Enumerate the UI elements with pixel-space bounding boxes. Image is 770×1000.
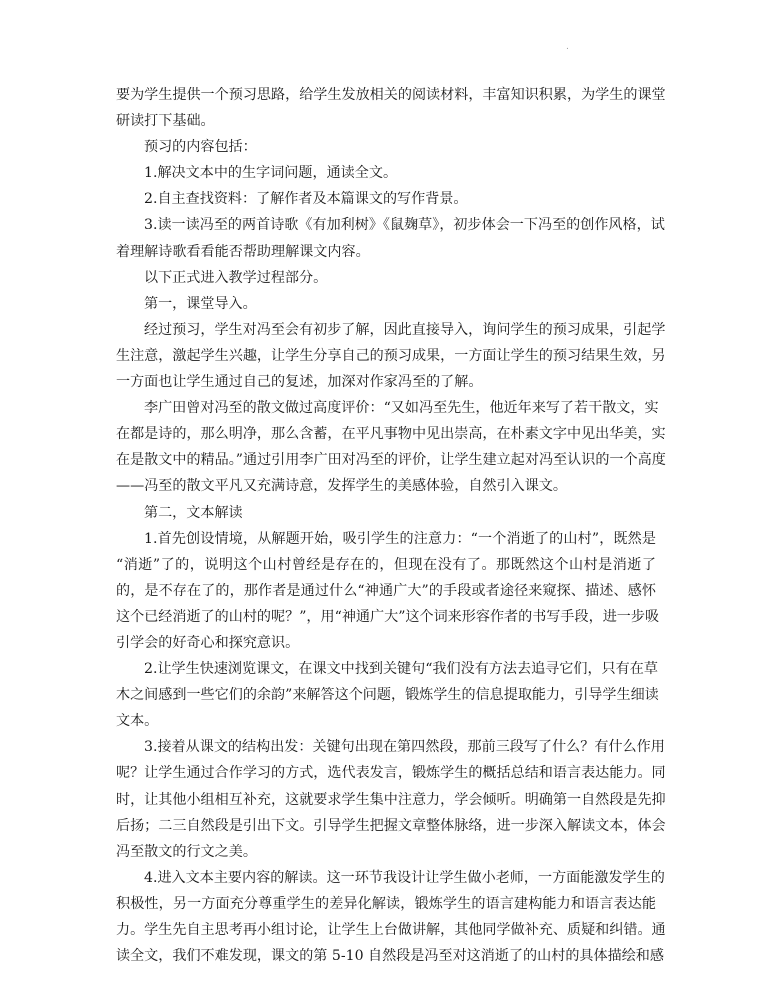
text-line: 积极性，另一方面充分尊重学生的差异化解读，锻炼学生的语言建构能力和语言表达能 [116,895,656,912]
text-line: 研读打下基础。 [116,113,215,130]
text-line: 2.让学生快速浏览课文，在课文中找到关键句“我们没有方法去追寻它们，只有在草 [144,661,658,678]
text-line: 1.首先创设情境，从解题开始，吸引学生的注意力：“一个消逝了的山村”，既然是 [144,530,656,547]
text-line: 李广田曾对冯至的散文做过高度评价：“又如冯至先生，他近年来写了若干散文，实 [144,400,659,417]
text-line: 后扬；二三自然段是引出下文。引导学生把握文章整体脉络，进一步深入解读文本，体会 [116,817,666,834]
text-line: 呢？让学生通过合作学习的方式，选代表发言，锻炼学生的概括总结和语言表达能力。同 [116,765,666,782]
text-line: 读全文，我们不难发现，课文的第 5-10 自然段是冯至对这消逝了的山村的具体描绘和感 [116,948,664,965]
text-line: 3.读一读冯至的两首诗歌《有加利树》《鼠麹草》，初步体会一下冯至的创作风格，试 [144,217,665,234]
text-line: 文本。 [116,713,159,730]
text-line: 经过预习，学生对冯至会有初步了解，因此直接导入，询问学生的预习成果，引起学 [144,321,666,338]
text-line: 预习的内容包括： [144,139,257,156]
text-line: 冯至散文的行文之美。 [116,843,257,860]
text-line: 在都是诗的，那么明净，那么含蓄，在平凡事物中见出崇高，在朴素文字中见出华美，实 [116,426,666,443]
text-line: ——冯至的散文平凡又充满诗意，发挥学生的美感体验，自然引入课文。 [116,478,567,495]
text-line: 在是散文中的精品。”通过引用李广田对冯至的评价，让学生建立起对冯至认识的一个高度 [116,452,666,469]
text-line: 2.自主查找资料：了解作者及本篇课文的写作背景。 [144,191,468,208]
text-line: 1.解决文本中的生字词问题，通读全文。 [144,165,398,182]
text-line: 这个已经消逝了的山村的呢？”，用“神通广大”这个词来形容作者的书写手段，进一步吸 [116,608,660,625]
text-line: 力。学生先自主思考再小组讨论，让学生上台做讲解，其他同学做补充、质疑和纠错。通 [116,922,666,938]
text-line: 时，让其他小组相互补充，这就要求学生集中注意力，学会倾听。明确第一自然段是先抑 [116,791,666,808]
text-line: 4.进入文本主要内容的解读。这一环节我设计让学生做小老师，一方面能激发学生的 [144,869,665,886]
document-body [116,82,666,969]
text-line: 一方面也让学生通过自己的复述，加深对作家冯至的了解。 [116,374,483,391]
text-line: 引学会的好奇心和探究意识。 [116,634,300,651]
text-line: “消逝”了的，说明这个山村曾经是存在的，但现在没有了。那既然这个山村是消逝了 [116,556,656,573]
text-line: 着理解诗歌看看能否帮助理解课文内容。 [116,243,370,260]
text-line: 3.接着从课文的结构出发：关键句出现在第四然段，那前三段写了什么？有什么作用 [144,739,665,756]
header-mark: . [566,42,569,52]
text-line: 要为学生提供一个预习思路，给学生发放相关的阅读材料，丰富知识积累，为学生的课堂 [116,87,666,103]
text-line: 木之间感到一些它们的余韵”来解答这个问题，锻炼学生的信息提取能力，引导学生细读 [116,687,659,704]
text-line: 的，是不存在了的，那作者是通过什么“神通广大”的手段或者途径来窥探、描述、感怀 [116,582,656,599]
text-line: 生注意，激起学生兴趣，让学生分享自己的预习成果，一方面让学生的预习结果生效，另 [116,347,666,364]
text-line: 以下正式进入教学过程部分。 [144,269,328,286]
text-line: 第二，文本解读 [144,504,243,521]
text-line: 第一，课堂导入。 [144,295,257,312]
